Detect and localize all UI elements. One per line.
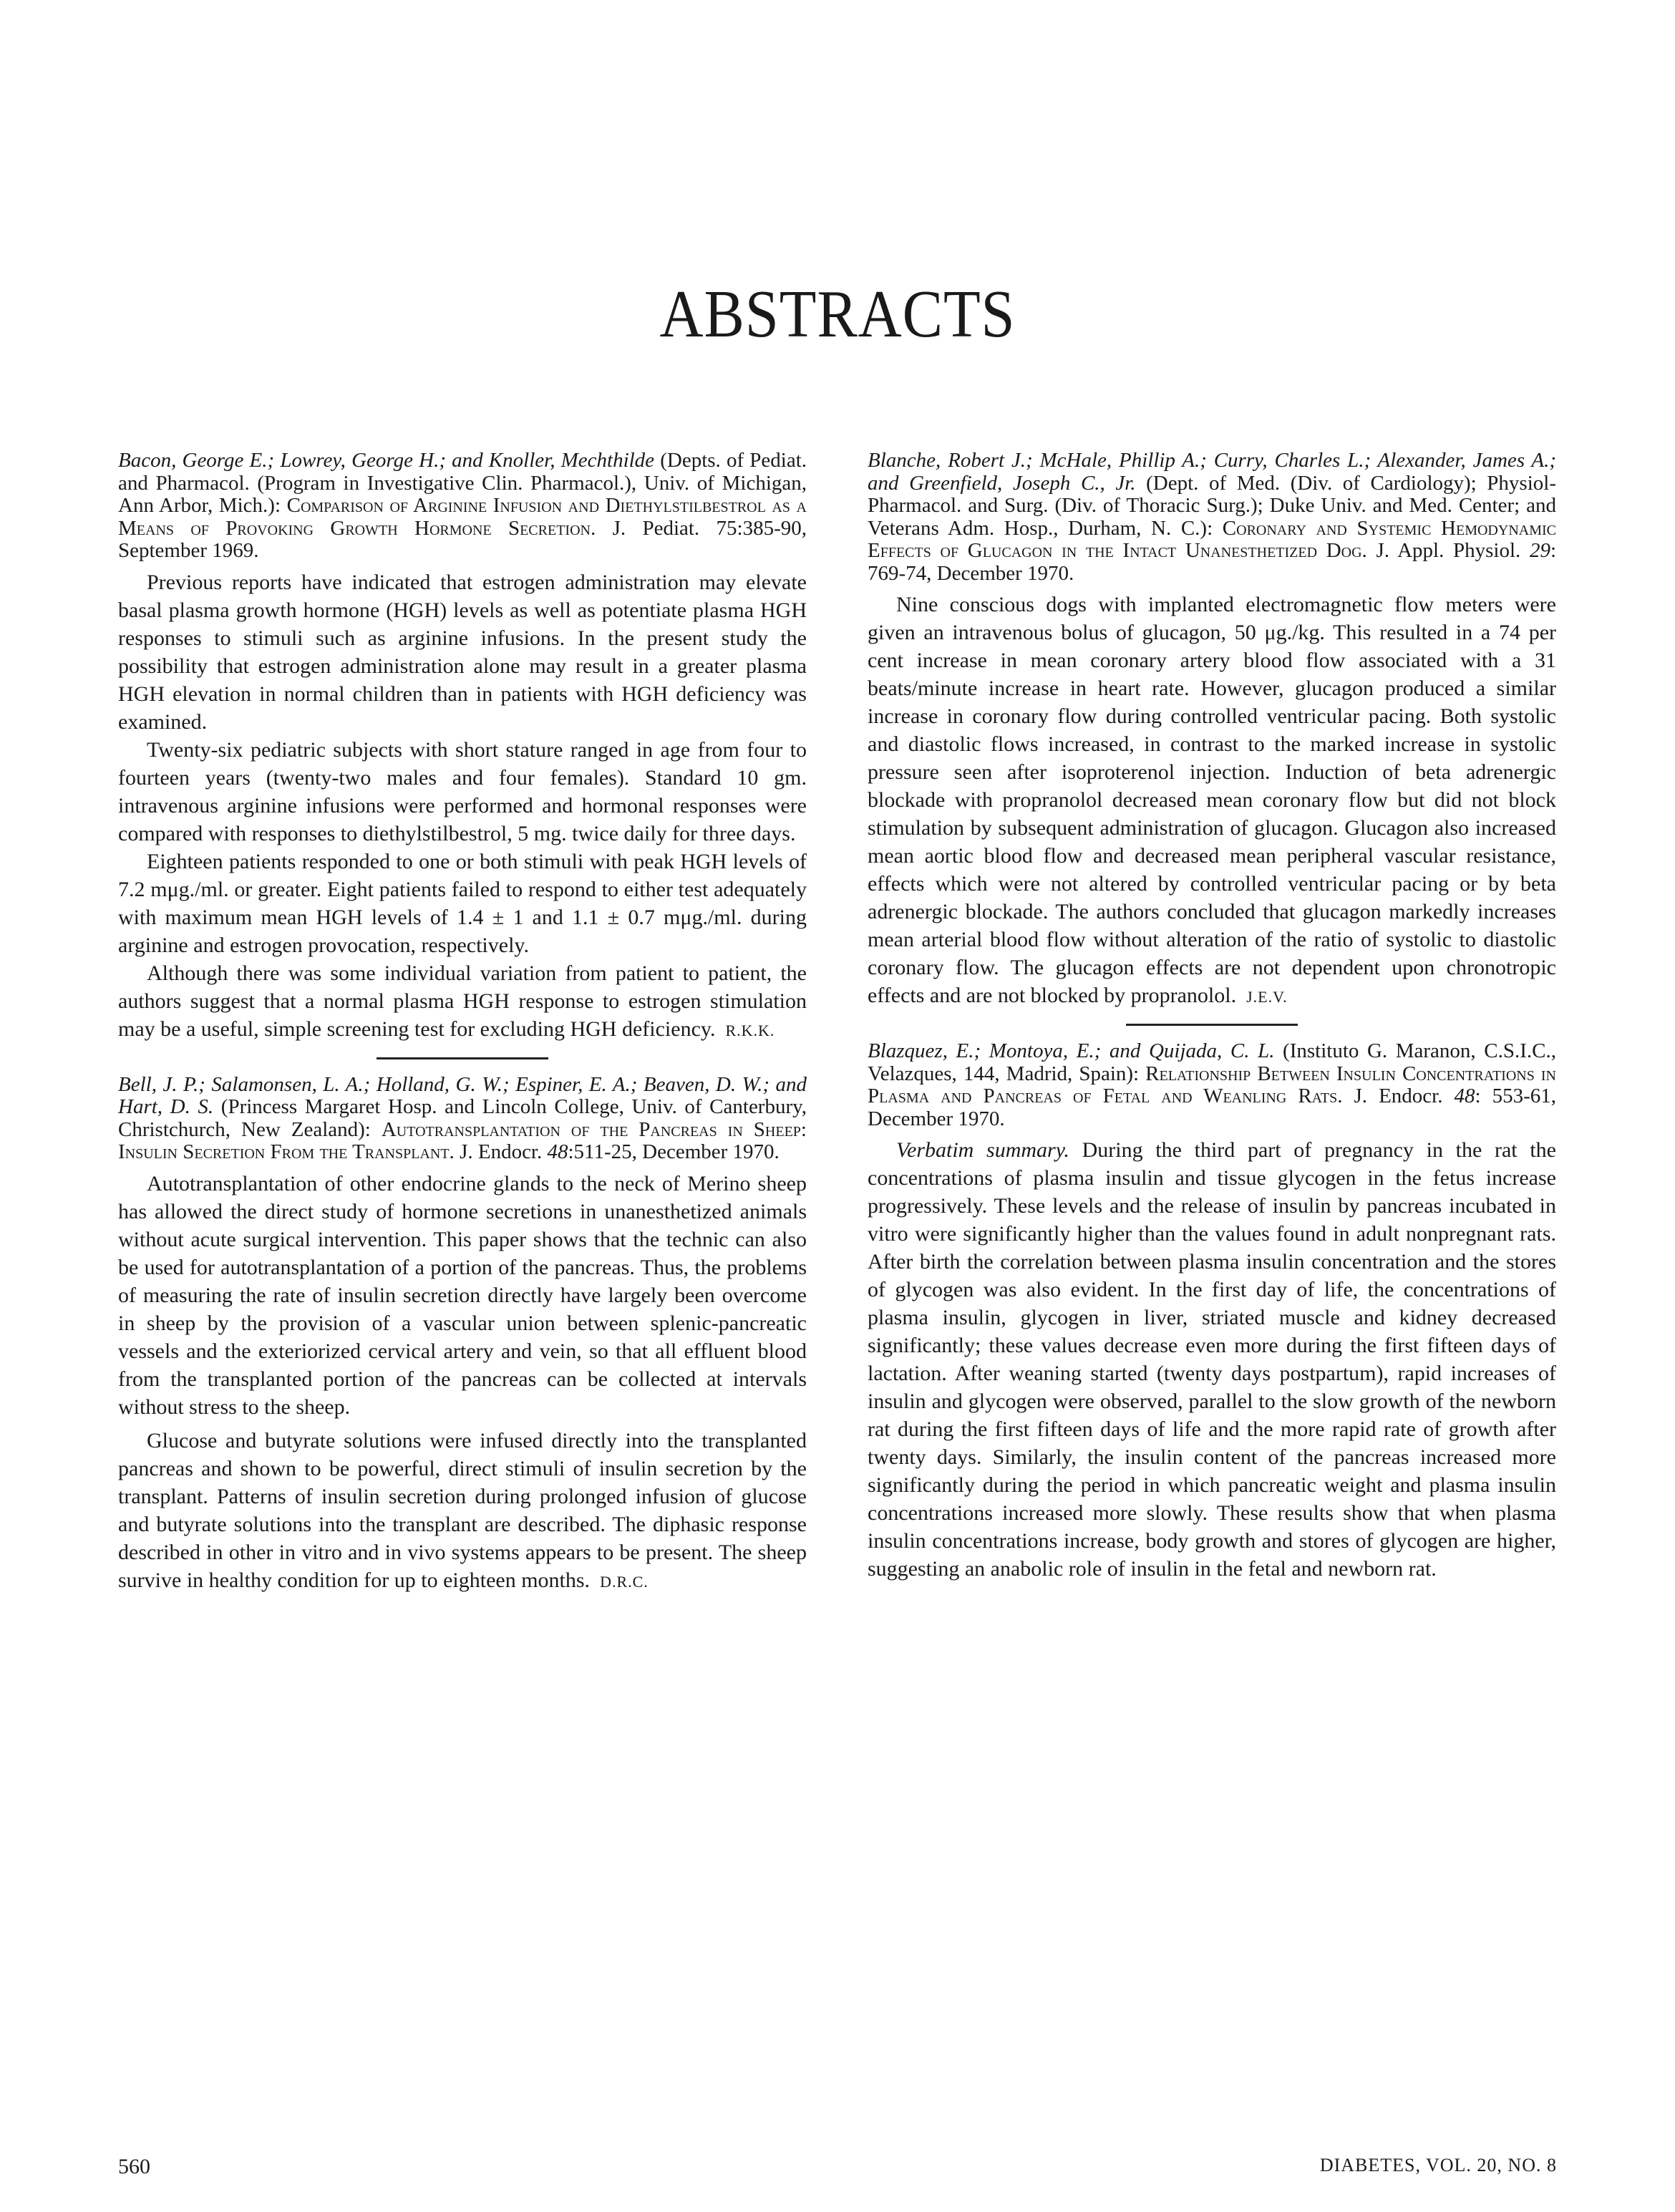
- running-footer-journal: DIABETES, VOL. 20, NO. 8: [1319, 2155, 1557, 2175]
- page-number: 560: [118, 2155, 150, 2178]
- abstract-paragraph: [118, 959, 807, 1044]
- abstract-journal-volume: 48: [547, 1140, 568, 1163]
- abstract-paragraph-text: Glucose and butyrate solutions were infused directly into the transplanted pancreas and shown to be powerful, direct stimuli of insulin secretion by the transplant. Patterns of insulin secretion during prolonged infusion of glucose and butyrate solutions into the transplant are described. The diphasic response described in other in vitro and in vivo systems appears to be present. The sheep survive in healthy condition for up to eighteen months.: [118, 1428, 807, 1592]
- reviewer-initials: D.R.C.: [600, 1572, 649, 1591]
- abstract-authors: Blanche, Robert J.; McHale, Phillip A.; Curry, Charles L.; Alexander, James A.; and Greenfield, Joseph C., Jr.: [868, 449, 1556, 495]
- reviewer-initials: J.E.V.: [1246, 988, 1288, 1006]
- left-column: [118, 450, 807, 1596]
- abstract-paragraph: Autotransplantation of other endocrine glands to the neck of Merino sheep has allowed the direct study of hormone secretions in unanesthetized animals without acute surgical intervention. This paper shows that the technic can also be used for autotransplantation of a portion of the pancreas. Thus, the problems of measuring the rate of insulin secretion directly have largely been overcome in sheep by the provision of a vascular union between splenic-pancreatic vessels and the exteriorized cervical artery and vein, so that all effluent blood from the transplanted portion of the pancreas can be collected at intervals without stress to the sheep.: [118, 1171, 807, 1419]
- abstract-header: [868, 1040, 1556, 1130]
- abstract-journal-volume: 29: [1529, 539, 1550, 562]
- abstract-bell: [118, 1074, 807, 1596]
- abstract-journal-prefix: J. Appl. Physiol.: [1366, 539, 1530, 562]
- section-divider: [377, 1057, 548, 1059]
- abstract-blazquez: [868, 1040, 1556, 1583]
- abstract-journal-rest: : 553-61, December 1970.: [868, 1085, 1556, 1130]
- abstract-affiliation: (Depts. of Pediat. and Pharmacol. (Program in Investigative Clin. Pharmacol.), Univ. of Michigan, Ann Arbor, Mich.):: [118, 449, 807, 517]
- abstract-journal-rest: : 769-74, December 1970.: [868, 539, 1556, 585]
- abstract-authors: Bell, J. P.; Salamonsen, L. A.; Holland, G. W.; Espiner, E. A.; Beaven, D. W.; and Hart, D. S.: [118, 1072, 807, 1118]
- abstract-affiliation: (Instituto G. Maranon, C.S.I.C., Velazques, 144, Madrid, Spain):: [868, 1039, 1556, 1085]
- abstract-authors: Bacon, George E.; Lowrey, George H.; and Knoller, Mechthilde: [118, 449, 655, 472]
- abstract-header: [868, 450, 1556, 585]
- abstract-article-title: Comparison of Arginine Infusion and Diethylstilbestrol as a Means of Provoking Growth Hormone Secretion.: [118, 494, 807, 540]
- abstract-affiliation: (Dept. of Med. (Div. of Cardiology); Physiol-Pharmacol. and Surg. (Div. of Thoracic Surg.); Duke Univ. and Med. Center; and Veterans Adm. Hosp., Durham, N. C.):: [868, 471, 1556, 540]
- abstract-journal-prefix: J. Endocr.: [1342, 1085, 1455, 1107]
- abstract-affiliation: (Princess Margaret Hosp. and Lincoln College, Univ. of Canterbury, Christchurch, New Zealand):: [118, 1095, 807, 1141]
- abstract-header: [118, 1074, 807, 1164]
- abstract-paragraph: Eighteen patients responded to one or both stimuli with peak HGH levels of 7.2 mμg./ml. or greater. Eight patients failed to respond to either test adequately with maximum mean HGH levels of 1.4 ± 1 and 1.1 ± 0.7 mμg./ml. during arginine and estrogen provocation, respectively.: [118, 849, 807, 957]
- abstract-article-title: Coronary and Systemic Hemodynamic Effects of Glucagon in the Intact Unanesthetized Dog.: [868, 516, 1556, 562]
- abstract-lead-in: Verbatim summary.: [896, 1138, 1069, 1162]
- section-divider: [1126, 1024, 1298, 1026]
- abstract-authors: Blazquez, E.; Montoya, E.; and Quijada, C. L.: [868, 1039, 1275, 1062]
- abstract-paragraph: [868, 591, 1556, 1011]
- abstract-paragraph: [118, 1427, 807, 1596]
- abstract-blanche: [868, 450, 1556, 1011]
- abstract-header: [118, 450, 807, 563]
- abstract-article-title: Relationship Between Insulin Concentrations in Plasma and Pancreas of Fetal and Weanling Rats.: [868, 1062, 1556, 1107]
- abstract-paragraph-text: Nine conscious dogs with implanted electromagnetic flow meters were given an intravenous bolus of glucagon, 50 μg./kg. This resulted in a 74 per cent increase in mean coronary artery blood flow associated with a 31 beats/minute increase in heart rate. However, glucagon produced a similar increase in coronary flow during controlled ventricular pacing. Both systolic and diastolic flows increased, in contrast to the marked increase in systolic pressure seen after isoproterenol injection. Induction of beta adrenergic blockade with propranolol decreased mean coronary flow but did not block stimulation by subsequent administration of glucagon. Glucagon also increased mean aortic blood flow and decreased mean peripheral vascular resistance, effects which were not altered by controlled ventricular pacing or by beta adrenergic blockade. The authors concluded that glucagon markedly increases mean arterial blood flow without alteration of the ratio of systolic to diastolic coronary flow. The glucagon effects are not dependent upon chronotropic effects and are not blocked by propranolol.: [868, 593, 1556, 1007]
- abstract-paragraph-text: During the third part of pregnancy in the rat the concentrations of plasma insulin and tissue glycogen in the fetus increase progressively. These levels and the release of insulin by pancreas incubated in vitro were significantly higher than the values found in adult nonpregnant rats. After birth the correlation between plasma insulin concentration and the stores of glycogen was also evident. In the first day of life, the concentrations of plasma insulin, glycogen in liver, striated muscle and kidney decreased significantly; these values decrease even more during the first fifteen days of lactation. After weaning started (twenty days postpartum), rapid increases of insulin and glycogen were observed, parallel to the slow growth of the newborn rat during the first fifteen days of life and the more rapid rate of growth after twenty days. Similarly, the insulin content of the pancreas increased more significantly during the period in which pancreatic weight and plasma insulin concentrations increased more slowly. These results show that when plasma insulin concentrations increase, body growth and stores of glycogen are higher, suggesting an anabolic role of insulin in the fetal and newborn rat.: [868, 1138, 1556, 1581]
- right-column: [868, 450, 1556, 1583]
- abstract-paragraph: [868, 1136, 1556, 1583]
- abstract-article-title: Autotransplantation of the Pancreas in Sheep: Insulin Secretion From the Transplant.: [118, 1117, 807, 1163]
- abstract-journal-prefix: J. Endocr.: [454, 1140, 548, 1163]
- abstract-paragraph: Previous reports have indicated that estrogen administration may elevate basal plasma growth hormone (HGH) levels as well as potentiate plasma HGH responses to stimuli such as arginine infusions. In the present study the possibility that estrogen administration alone may result in a greater plasma HGH elevation in normal children than in patients with HGH deficiency was examined.: [118, 570, 807, 734]
- reviewer-initials: R.K.K.: [725, 1021, 775, 1039]
- abstract-journal-rest: :511-25, December 1970.: [568, 1140, 780, 1163]
- abstract-bacon: [118, 450, 807, 1044]
- abstract-paragraph: Twenty-six pediatric subjects with short stature ranged in age from four to fourteen years (twenty-two males and four females). Standard 10 gm. intravenous arginine infusions were performed and hormonal responses were compared with responses to diethylstilbestrol, 5 mg. twice daily for three days.: [118, 737, 807, 845]
- abstract-journal-volume: 48: [1454, 1085, 1475, 1107]
- abstract-journal-ref: J. Pediat. 75:385-90, September 1969.: [118, 516, 807, 562]
- page-title: ABSTRACTS: [659, 277, 1016, 351]
- abstract-paragraph-text: Although there was some individual variation from patient to patient, the authors suggest that a normal plasma HGH response to estrogen stimulation may be a useful, simple screening test for excluding HGH deficiency.: [118, 961, 807, 1041]
